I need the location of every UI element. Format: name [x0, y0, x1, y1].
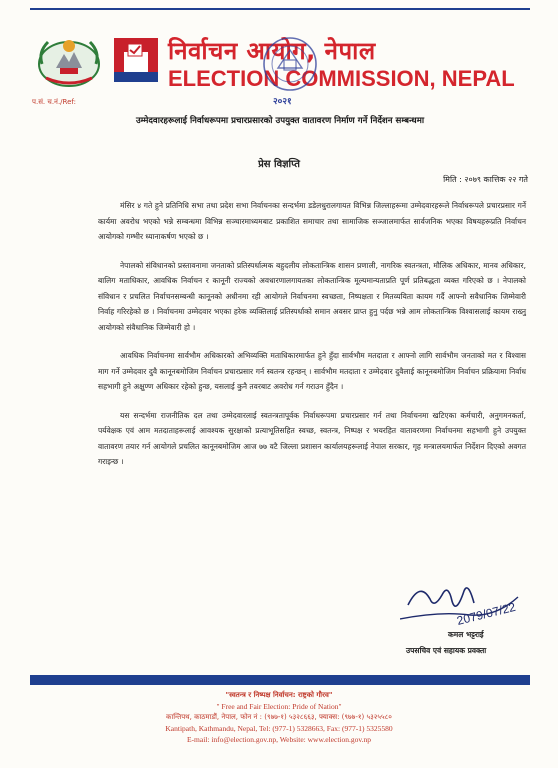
press-release-title: प्रेस विज्ञप्ति: [258, 159, 300, 170]
signatory-role: उपसचिव एवं सहायक प्रवक्ता: [406, 646, 487, 655]
subject-line: उम्मेदवारहरूलाई निर्वाधरूपमा प्रचारप्रसारको उपयुक्त वातावरण निर्माण गर्ने निर्देशन सम्बन्धमा: [135, 116, 425, 126]
ballot-box-logo-icon: [114, 38, 158, 82]
body-paragraph: नेपालको संविधानको प्रस्तावनामा जनताको प्रतिस्पर्धात्मक बहुदलीय लोकतान्त्रिक शासन प्रणाली, नागरिक स्वतन्त्रता, मौलिक अधिकार, मानव अधिकार, बालिग मताधिकार, आवधिक निर्वाचन र कानूनी राज्यको अवधारणालगायतका लोकतान्त्रिक मूल्यमान्यताप्रति पूर्ण प्रतिबद्धता व्यक्त गरिएको छ । नेपालको संविधान र प्रचलित निर्वाचनसम्बन्धी कानूनको अधीनमा रही आयोगले निर्वाचनमा स्वच्छता, निष्पक्षता र मितव्ययिता कायम गर्दै आफ्नो सवैधानिक जिम्मेवारी निर्वाह गरिरहेको छ । निर्वाचनमा उम्मेदवार भएका हरेक व्यक्तिलाई प्रतिस्पर्धाको समान अवसर प्राप्त हुनु पर्दछ भन्ने आम लोकतान्त्रिक विश्वासलाई कायम राख्नु आयोगको संवैधानिक जिम्मेवारी हो ।: [98, 260, 526, 332]
body-paragraph: यस सन्दर्भमा राजनीतिक दल तथा उम्मेदवारलाई स्वतन्त्रतापूर्वक निर्वाधरूपमा प्रचारप्रसार गर्न तथा निर्वाचनमा खटिएका कर्मचारी, अनुगमनकर्ता, पर्यवेक्षक एवं आम मतदाताहरूलाई आवश्यक सुरक्षाको प्रत्याभूतिसहित स्वच्छ, स्वतन्त्र, निष्पक्ष र भयरहित वातावरणमा निर्वाचनमा सहभागी हुने उपयुक्त वातावरण तयार गर्न आयोगले प्रचलित कानूनबमोजिम आज ७७ वटै जिल्ला प्रशासन कार्यालयहरूलाई नेपाल सरकार, गृह मन्त्रालयमार्फत निर्देशन दिएको अवगत गराइन्छ ।: [98, 410, 526, 466]
svg-text:2079/07/22: 2079/07/22: [455, 599, 518, 628]
press-release-body: [98, 198, 526, 483]
commission-title-nepali: निर्वाचन आयोग, नेपाल: [168, 37, 376, 65]
body-paragraph: मंसिर ४ गते हुने प्रतिनिधि सभा तथा प्रदेश सभा निर्वाचनका सन्दर्भमा डडेलधुरालगायत विभिन्न जिल्लाहरूमा उम्मेदवारहरूले निर्वाधरूपले प्रचारप्रसार गर्ने कार्यमा अवरोध भएको भन्ने सम्बन्धमा विभिन्न सञ्चारमाध्यमबाट प्रकाशित समाचार तथा सामाजिक सञ्जालमार्फत सार्वजनिक भएका विषयहरूप्रति निर्वाचन आयोगको गम्भीर ध्यानाकर्षण भएको छ ।: [98, 201, 526, 241]
handwritten-signature-icon: [400, 575, 522, 633]
footer-rule: [30, 675, 530, 685]
reference-number: प.सं. च.नं./Ref:: [32, 98, 76, 106]
signatory-name: कमल भट्टराई: [448, 630, 484, 639]
header-top-rule: [30, 8, 530, 10]
footer-slogan-nepali: "स्वतन्त्र र निष्पक्ष निर्वाचन: राष्ट्रको गौरव": [225, 691, 333, 699]
body-paragraph: आवधिक निर्वाचनमा सार्वभौम अधिकारको अभिव्यक्ति मताधिकारमार्फत हुने हुँदा सार्वभौम मतदाता र आफ्नो लागि सार्वभौम जनताको मत र विश्वास माग गर्ने उम्मेदवार दुवै कानूनबमोजिम निर्वाचन प्रचारप्रसार गर्न स्वतन्त्र रहन्छन् । सार्वभौम मतदाता र उम्मेदवार दुवैलाई कानूनबमोजिम निर्वाचन प्रक्रियामा निर्वाध सहभागी हुने अक्षुण्ण अधिकार रहेको हुन्छ, यसलाई कुनै तवरबाट अवरोध गर्न गराउन हुँदैन ।: [98, 351, 526, 391]
footer-slogan-english: " Free and Fair Election: Pride of Nation": [216, 702, 342, 711]
footer-address-nepali: कान्तिपथ, काठमाडौं, नेपाल, फोन नं : (९७७-१) ५३२८६६३, फ्याक्स: (९७७-१) ५३२५५८०: [166, 713, 392, 721]
letterhead-footer: [0, 690, 558, 745]
letterhead: [30, 14, 530, 106]
release-date: मिति : २०७९ कात्तिक २२ गते: [443, 175, 528, 184]
footer-contact: E-mail: info@election.gov.np, Website: www.election.gov.np: [186, 735, 372, 744]
commission-title-english: ELECTION COMMISSION, NEPAL: [168, 66, 515, 91]
nepal-emblem-icon: [36, 34, 102, 88]
seal-year: २०२१: [273, 97, 292, 107]
footer-address-english: Kantipath, Kathmandu, Nepal, Tel: (977-1) 5328663, Fax: (977-1) 5325580: [165, 724, 393, 733]
